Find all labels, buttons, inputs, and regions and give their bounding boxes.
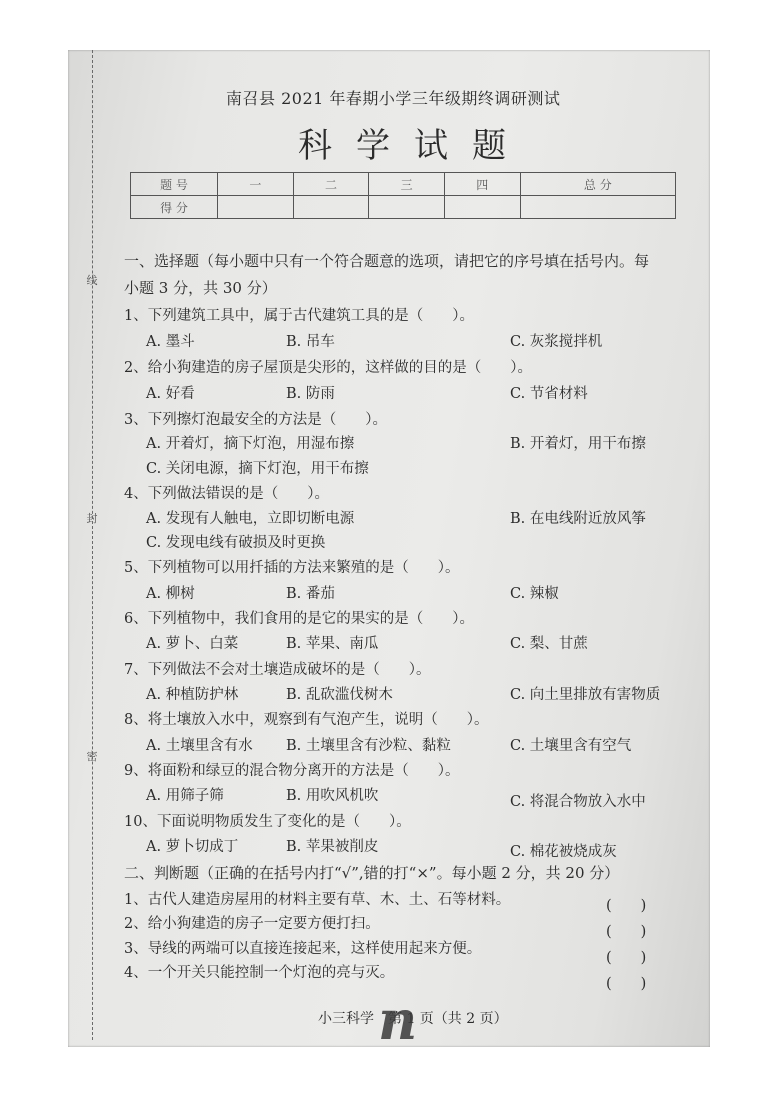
option-b: B. 土壤里含有沙粒、黏粒 xyxy=(286,738,451,754)
option-b: B. 开着灯，用干布擦 xyxy=(510,436,646,452)
score-cell: 二 xyxy=(293,173,369,196)
option-c: C. 节省材料 xyxy=(510,386,588,402)
question-5: 5、下列植物可以用扦插的方法来繁殖的是（ ）。 xyxy=(124,560,460,576)
judge-item-2: 2、给小狗建造的房子一定要方便打扫。 xyxy=(124,916,380,932)
option-b: B. 乱砍滥伐树木 xyxy=(286,687,393,703)
option-b: B. 用吹风机吹 xyxy=(286,788,379,804)
option-c: C. 将混合物放入水中 xyxy=(510,794,646,810)
option-b: B. 防雨 xyxy=(286,386,335,402)
handwritten-n-mark: n xyxy=(378,988,418,1052)
option-b: B. 苹果被削皮 xyxy=(286,839,379,855)
question-9: 9、将面粉和绿豆的混合物分离开的方法是（ ）。 xyxy=(124,763,460,779)
option-b: B. 番茄 xyxy=(286,586,335,602)
option-a: A. 用筛子筛 xyxy=(146,788,224,804)
score-table-row xyxy=(131,173,676,196)
option-c: C. 向土里排放有害物质 xyxy=(510,687,661,703)
answer-paren: ( ) xyxy=(606,976,647,992)
question-4: 4、下列做法错误的是（ ）。 xyxy=(124,486,329,502)
section1-heading-cont: 小题 3 分，共 30 分） xyxy=(124,279,277,297)
binding-mark-secret: 密 xyxy=(86,750,98,763)
score-cell: 三 xyxy=(369,173,445,196)
question-2: 2、给小狗建造的房子屋顶是尖形的，这样做的目的是（ ）。 xyxy=(124,360,532,376)
option-b: B. 吊车 xyxy=(286,334,335,350)
score-cell: 四 xyxy=(444,173,520,196)
option-a: A. 墨斗 xyxy=(146,334,195,350)
score-cell xyxy=(444,196,520,219)
option-a: A. 土壤里含有水 xyxy=(146,738,253,754)
question-6: 6、下列植物中，我们食用的是它的果实的是（ ）。 xyxy=(124,611,474,627)
option-c: C. 辣椒 xyxy=(510,586,559,602)
page-footer: 小三科学 第 1 页（共 2 页） xyxy=(318,1011,508,1027)
score-table xyxy=(130,172,676,219)
binding-mark-line: 线 xyxy=(86,274,98,287)
option-c: C. 发现电线有破损及时更换 xyxy=(146,535,326,551)
score-table-row xyxy=(131,196,676,219)
option-b: B. 在电线附近放风筝 xyxy=(510,511,646,527)
score-cell: 得 分 xyxy=(131,196,218,219)
option-a: A. 柳树 xyxy=(146,586,195,602)
option-a: A. 开着灯，摘下灯泡，用湿布擦 xyxy=(146,436,355,452)
section2-heading: 二、判断题（正确的在括号内打“√”,错的打“×”。每小题 2 分，共 20 分） xyxy=(124,864,620,882)
option-a: A. 种植防护林 xyxy=(146,687,239,703)
option-c: C. 梨、甘蔗 xyxy=(510,636,588,652)
binding-line xyxy=(92,50,93,1040)
judge-item-4: 4、一个开关只能控制一个灯泡的亮与灭。 xyxy=(124,965,395,981)
question-10: 10、下面说明物质发生了变化的是（ ）。 xyxy=(124,814,411,830)
option-c: C. 灰浆搅拌机 xyxy=(510,334,603,350)
option-a: A. 萝卜切成丁 xyxy=(146,839,239,855)
score-cell xyxy=(369,196,445,219)
option-a: A. 发现有人触电，立即切断电源 xyxy=(146,511,355,527)
question-1: 1、下列建筑工具中，属于古代建筑工具的是（ ）。 xyxy=(124,308,474,324)
judge-item-3: 3、导线的两端可以直接连接起来，这样使用起来方便。 xyxy=(124,941,482,957)
question-3: 3、下列擦灯泡最安全的方法是（ ）。 xyxy=(124,412,387,428)
score-cell: 总 分 xyxy=(520,173,675,196)
option-a: A. 萝卜、白菜 xyxy=(146,636,239,652)
question-7: 7、下列做法不会对土壤造成破坏的是（ ）。 xyxy=(124,662,431,678)
question-8: 8、将土壤放入水中，观察到有气泡产生，说明（ ）。 xyxy=(124,712,489,728)
option-b: B. 苹果、南瓜 xyxy=(286,636,379,652)
option-a: A. 好看 xyxy=(146,386,195,402)
option-c: C. 棉花被烧成灰 xyxy=(510,844,617,860)
score-cell xyxy=(218,196,294,219)
exam-title: 科学试题 xyxy=(298,126,530,166)
answer-paren: ( ) xyxy=(606,924,647,940)
score-cell xyxy=(293,196,369,219)
option-c: C. 土壤里含有空气 xyxy=(510,738,632,754)
answer-paren: ( ) xyxy=(606,898,647,914)
score-cell: 一 xyxy=(218,173,294,196)
score-cell: 题 号 xyxy=(131,173,218,196)
judge-item-1: 1、古代人建造房屋用的材料主要有草、木、土、石等材料。 xyxy=(124,892,511,908)
score-cell xyxy=(520,196,675,219)
binding-mark-seal: 封 xyxy=(86,512,98,525)
section1-heading: 一、选择题（每小题中只有一个符合题意的选项，请把它的序号填在括号内。每 xyxy=(124,252,650,270)
exam-header: 南召县 2021 年春期小学三年级期终调研测试 xyxy=(226,89,561,108)
option-c: C. 关闭电源，摘下灯泡，用干布擦 xyxy=(146,461,369,477)
answer-paren: ( ) xyxy=(606,950,647,966)
